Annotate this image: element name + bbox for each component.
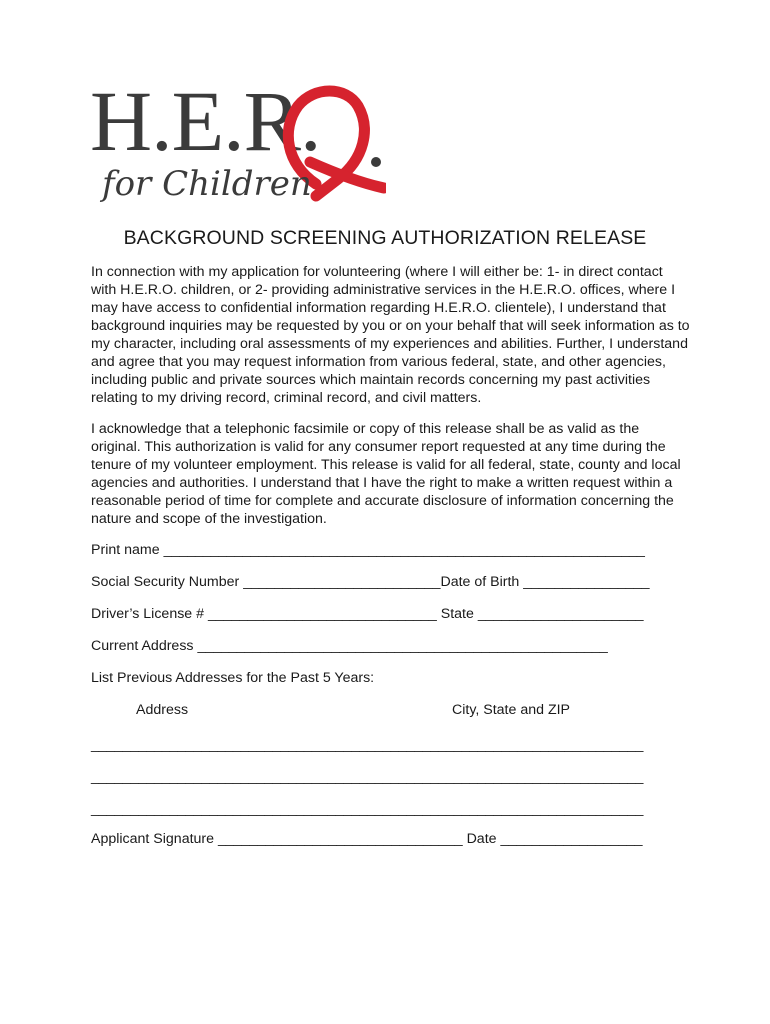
signature-label: Applicant Signature <box>91 831 215 847</box>
previous-address-line-2[interactable]: ______________________________________________________________________ <box>91 769 644 785</box>
ssn-blank[interactable]: _________________________ <box>243 574 441 590</box>
date-blank[interactable]: __________________ <box>500 831 643 847</box>
previous-address-line-3[interactable]: ______________________________________________________________________ <box>91 801 644 817</box>
dob-blank[interactable]: ________________ <box>523 574 650 590</box>
form-title: BACKGROUND SCREENING AUTHORIZATION RELEASE <box>123 227 647 249</box>
drivers-license-blank[interactable]: _____________________________ <box>207 606 437 622</box>
state-label: State <box>440 606 474 622</box>
city-state-zip-column-label: City, State and ZIP <box>452 702 571 718</box>
ssn-label: Social Security Number <box>91 574 240 590</box>
dob-label: Date of Birth <box>440 574 520 590</box>
ssn-dob-row <box>91 573 650 591</box>
current-address-field <box>91 637 608 655</box>
previous-addresses-heading: List Previous Addresses for the Past 5 Years: <box>91 670 375 686</box>
logo-sub-text: for Children <box>102 164 312 204</box>
date-label: Date <box>466 831 497 847</box>
print-name-blank[interactable]: _____________________________________________________________ <box>163 542 645 558</box>
print-name-field[interactable] <box>91 541 645 559</box>
hero-logo <box>90 73 390 216</box>
paragraph-acknowledgement: I acknowledge that a telephonic facsimile or copy of this release shall be as valid as the original. This authorization is valid for any consumer report requested at any time during the tenure of my volunteer employment. This release is valid for all federal, state, county and local agencies and authorities. I understand that I have the right to make a written request within a reasonable period of time for complete and accurate disclosure of information concerning the nature and scope of the investigation. <box>91 421 681 527</box>
state-blank[interactable]: _____________________ <box>477 606 644 622</box>
signature-date-row <box>91 830 643 848</box>
print-name-label: Print name <box>91 542 160 558</box>
drivers-license-label: Driver’s License # <box>91 606 205 622</box>
logo-main-text: H.E.R. <box>90 73 321 169</box>
paragraph-consent: In connection with my application for volunteering (where I will either be: 1- in direct contact with H.E.R.O. children, or 2- providing administrative services in the H.E.R.O. offices, where I may have access to confidential information regarding H.E.R.O. clientele), I understand that background inquiries may be requested by you or on your behalf that will seek information as to my character, including oral assessments of my experiences and abilities. Further, I understand and agree that you may request information from various federal, state, and other agencies, including public and private sources which maintain records concerning my past activities relating to my driving record, criminal record, and civil matters. <box>91 264 690 406</box>
license-state-row <box>91 605 644 623</box>
signature-blank[interactable]: _______________________________ <box>218 831 463 847</box>
previous-address-line-1[interactable]: ______________________________________________________________________ <box>91 737 644 753</box>
current-address-label: Current Address <box>91 638 194 654</box>
address-column-label: Address <box>136 702 189 718</box>
current-address-blank[interactable]: ____________________________________________________ <box>197 638 608 654</box>
